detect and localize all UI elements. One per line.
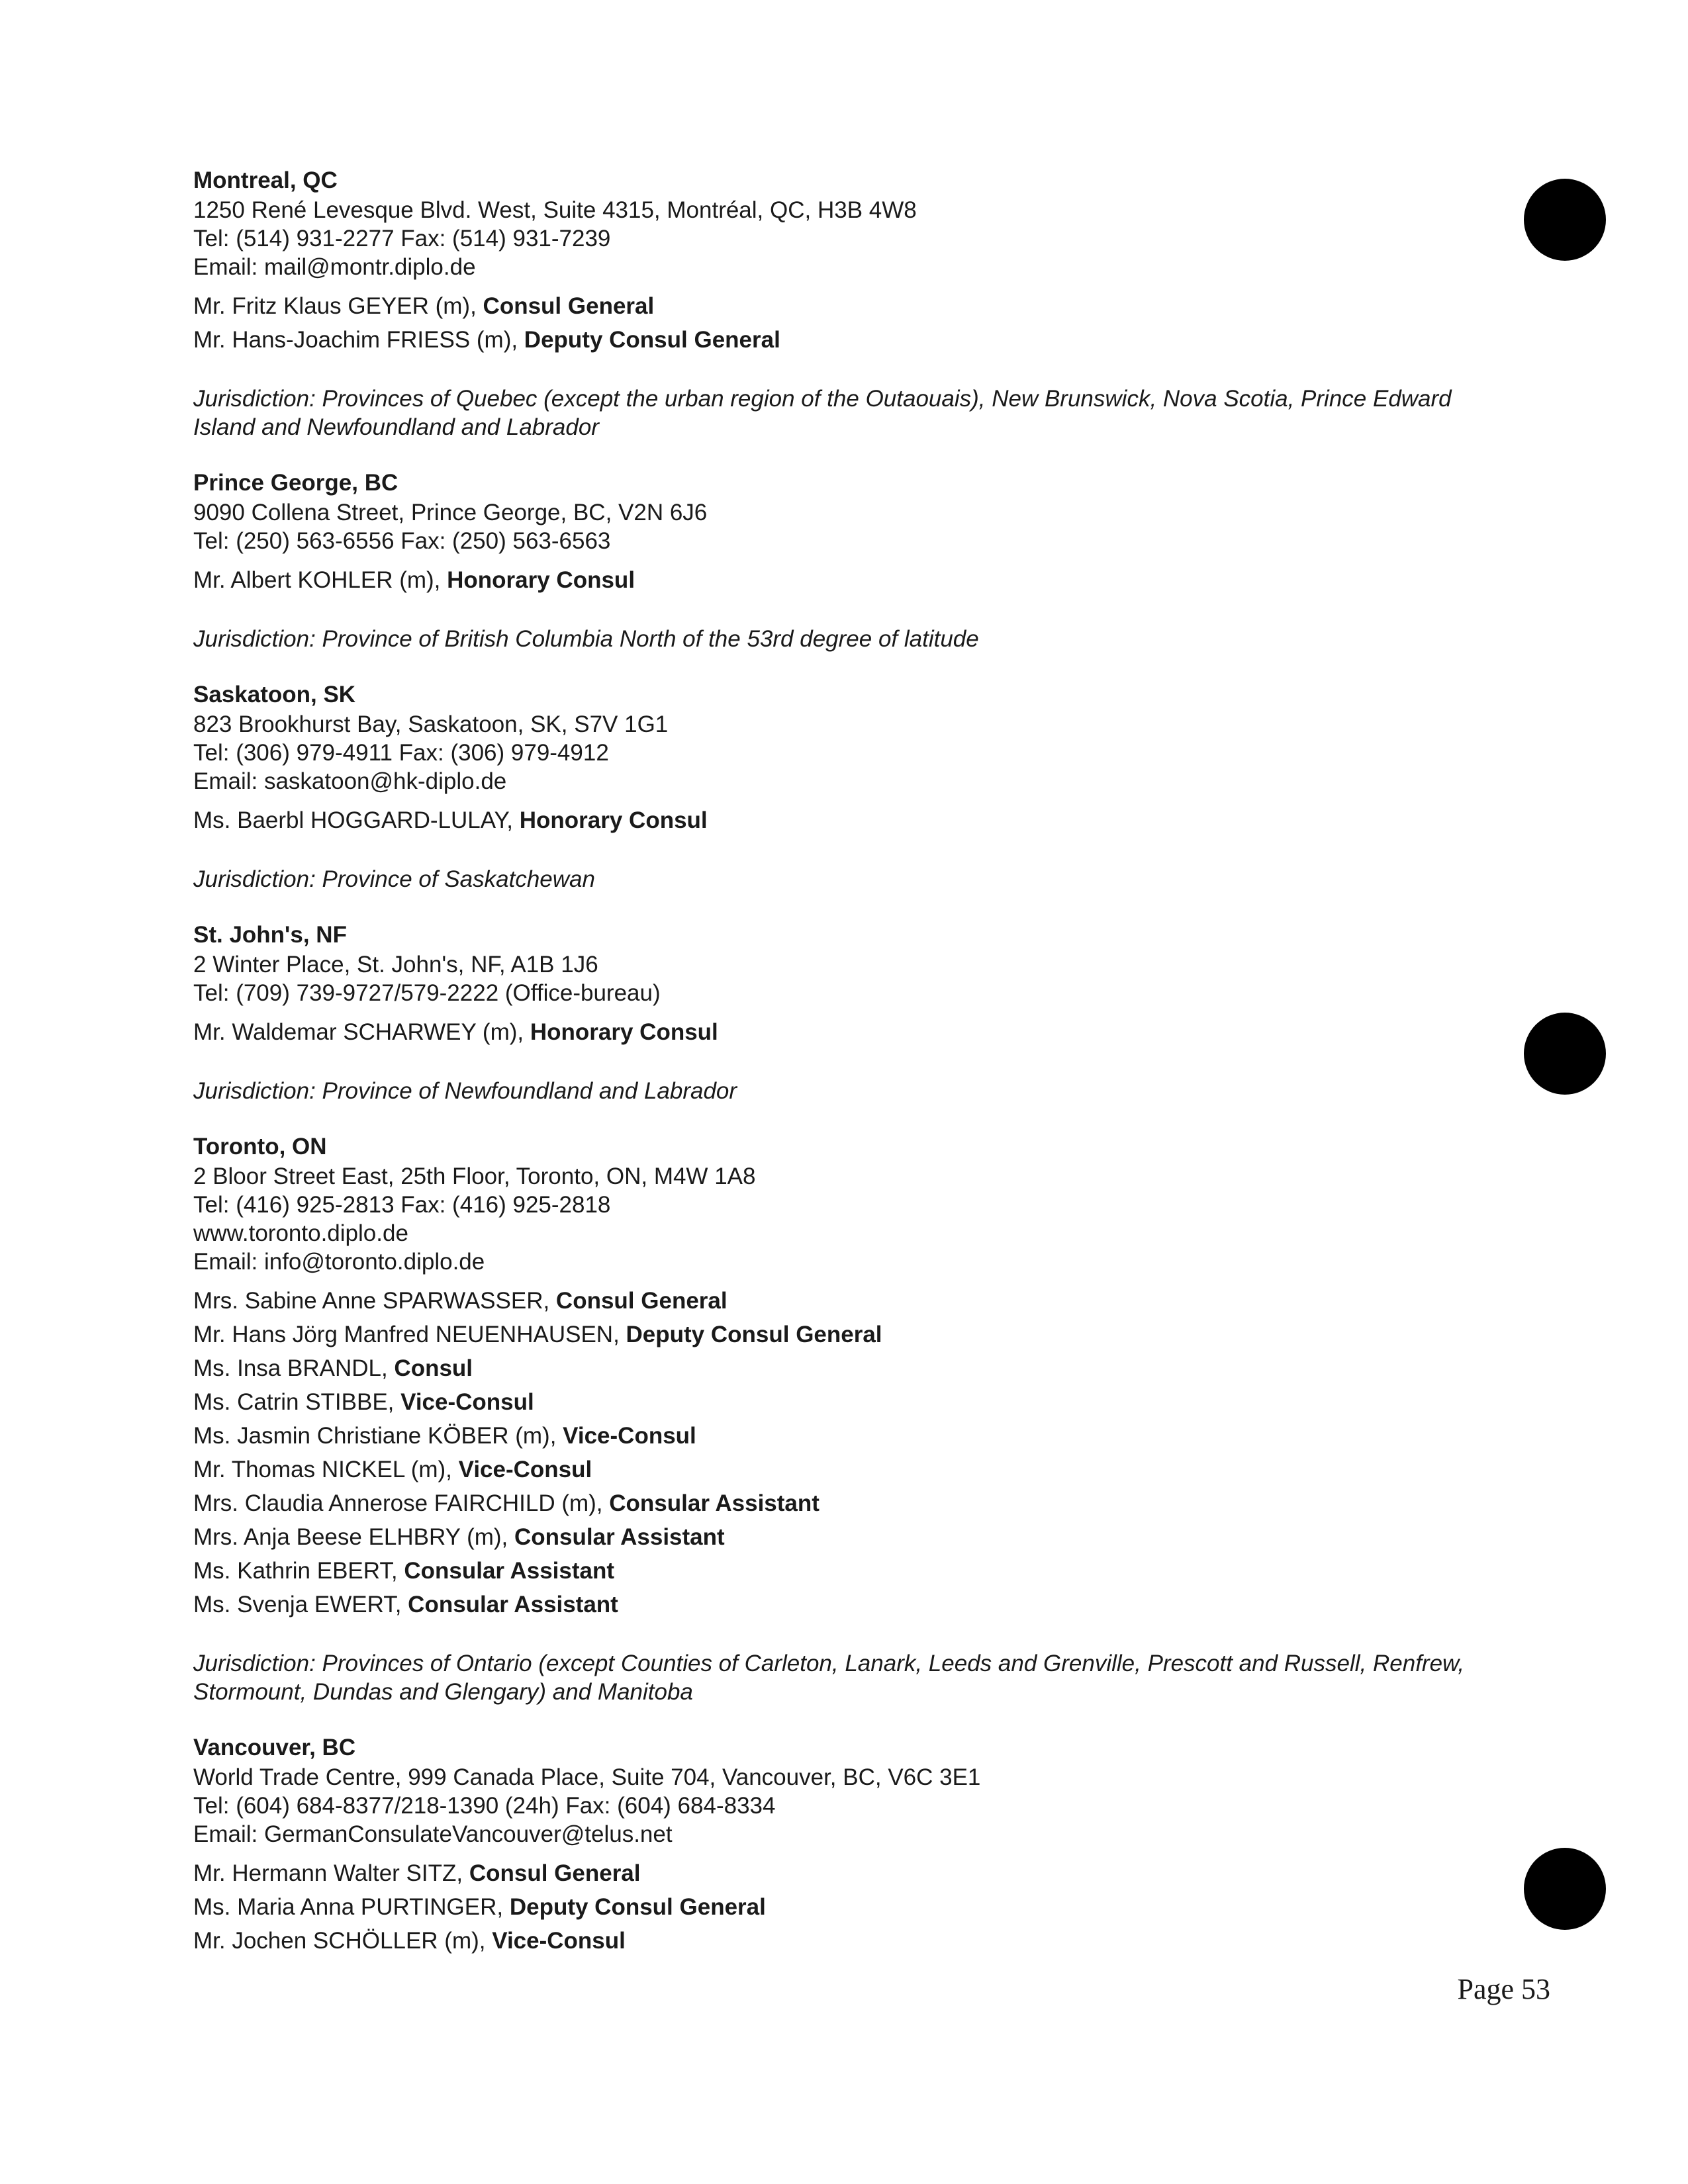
staff-list: [193, 1856, 1471, 1958]
jurisdiction-note: Jurisdiction: Province of British Columbia North of the 53rd degree of latitude: [193, 626, 979, 652]
staff-name: Ms. Catrin STIBBE,: [193, 1389, 401, 1415]
directory-content: [193, 165, 1471, 1984]
staff-member: [193, 1453, 1471, 1486]
staff-member: [193, 1890, 1471, 1924]
staff-role: Deputy Consul General: [524, 327, 780, 353]
staff-member: [193, 1856, 1471, 1890]
email-line: Email: GermanConsulateVancouver@telus.net: [193, 1821, 673, 1847]
staff-role: Consular Assistant: [514, 1524, 725, 1550]
staff-role: Vice-Consul: [492, 1928, 626, 1954]
consulate-entry-saskatoon: [193, 680, 1471, 893]
staff-member: [193, 803, 1471, 837]
phone-line: Tel: (604) 684-8377/218-1390 (24h) Fax: (604) 684-8334: [193, 1793, 776, 1819]
city-heading: Vancouver, BC: [193, 1735, 356, 1760]
staff-name: Ms. Insa BRANDL,: [193, 1355, 395, 1381]
jurisdiction-note: Jurisdiction: Province of Saskatchewan: [193, 866, 595, 892]
staff-name: Ms. Jasmin Christiane KÖBER (m),: [193, 1423, 563, 1449]
staff-member: [193, 1588, 1471, 1621]
punch-hole-bottom: [1524, 1848, 1606, 1930]
staff-role: Consular Assistant: [609, 1490, 820, 1516]
staff-member: [193, 1520, 1471, 1554]
staff-role: Honorary Consul: [447, 567, 635, 593]
jurisdiction-note: Jurisdiction: Provinces of Ontario (except Counties of Carleton, Lanark, Leeds and Grenville, Prescott and Russell, Renfrew, Stormount, Dundas and Glengary) and Manitoba: [193, 1651, 1465, 1705]
staff-role: Vice-Consul: [563, 1423, 696, 1449]
address-line: 1250 René Levesque Blvd. West, Suite 4315, Montréal, QC, H3B 4W8: [193, 197, 917, 223]
staff-member: [193, 1486, 1471, 1520]
staff-role: Vice-Consul: [400, 1389, 534, 1415]
staff-name: Ms. Maria Anna PURTINGER,: [193, 1894, 510, 1920]
email-line: Email: info@toronto.diplo.de: [193, 1249, 485, 1275]
email-line: Email: mail@montr.diplo.de: [193, 254, 476, 280]
staff-name: Ms. Kathrin EBERT,: [193, 1558, 404, 1584]
staff-name: Mrs. Anja Beese ELHBRY (m),: [193, 1524, 514, 1550]
staff-role: Consular Assistant: [404, 1558, 615, 1584]
staff-list: [193, 289, 1471, 357]
staff-name: Ms. Baerbl HOGGARD-LULAY,: [193, 807, 520, 833]
website-line: www.toronto.diplo.de: [193, 1220, 408, 1246]
staff-role: Deputy Consul General: [626, 1322, 882, 1347]
punch-hole-middle: [1524, 1013, 1606, 1095]
staff-name: Mr. Waldemar SCHARWEY (m),: [193, 1019, 530, 1045]
staff-role: Consul: [394, 1355, 473, 1381]
staff-member: [193, 1554, 1471, 1588]
jurisdiction-note: Jurisdiction: Province of Newfoundland and Labrador: [193, 1078, 737, 1104]
staff-role: Honorary Consul: [530, 1019, 718, 1045]
email-line: Email: saskatoon@hk-diplo.de: [193, 768, 507, 794]
staff-name: Mr. Thomas NICKEL (m),: [193, 1457, 459, 1482]
staff-list: [193, 1284, 1471, 1621]
phone-line: Tel: (416) 925-2813 Fax: (416) 925-2818: [193, 1192, 611, 1218]
staff-member: [193, 289, 1471, 323]
staff-name: Mrs. Sabine Anne SPARWASSER,: [193, 1288, 556, 1314]
staff-role: Honorary Consul: [519, 807, 708, 833]
consulate-entry-toronto: [193, 1132, 1471, 1706]
staff-name: Mr. Hermann Walter SITZ,: [193, 1860, 469, 1886]
staff-name: Mr. Fritz Klaus GEYER (m),: [193, 293, 483, 319]
phone-line: Tel: (514) 931-2277 Fax: (514) 931-7239: [193, 226, 611, 251]
staff-member: [193, 1015, 1471, 1049]
staff-name: Mr. Albert KOHLER (m),: [193, 567, 447, 593]
address-line: World Trade Centre, 999 Canada Place, Suite 704, Vancouver, BC, V6C 3E1: [193, 1764, 981, 1790]
consulate-entry-st-johns: [193, 920, 1471, 1105]
staff-name: Mr. Hans-Joachim FRIESS (m),: [193, 327, 524, 353]
address-line: 9090 Collena Street, Prince George, BC, V2N 6J6: [193, 500, 708, 525]
phone-line: Tel: (250) 563-6556 Fax: (250) 563-6563: [193, 528, 611, 554]
consulate-entry-vancouver: [193, 1733, 1471, 1958]
city-heading: Toronto, ON: [193, 1134, 327, 1160]
staff-role: Consular Assistant: [408, 1592, 618, 1617]
city-heading: Prince George, BC: [193, 470, 399, 496]
staff-list: [193, 1015, 1471, 1049]
consulate-entry-montreal: [193, 165, 1471, 441]
staff-member: [193, 1351, 1471, 1385]
phone-line: Tel: (306) 979-4911 Fax: (306) 979-4912: [193, 740, 609, 766]
staff-role: Consul General: [483, 293, 655, 319]
address-line: 823 Brookhurst Bay, Saskatoon, SK, S7V 1G1: [193, 711, 669, 737]
staff-member: [193, 563, 1471, 597]
staff-name: Mrs. Claudia Annerose FAIRCHILD (m),: [193, 1490, 610, 1516]
staff-role: Consul General: [469, 1860, 641, 1886]
staff-list: [193, 803, 1471, 837]
consulate-entry-prince-george: [193, 468, 1471, 653]
staff-name: Mr. Jochen SCHÖLLER (m),: [193, 1928, 492, 1954]
staff-member: [193, 1385, 1471, 1419]
staff-member: [193, 1924, 1471, 1958]
page-number: Page 53: [1457, 1973, 1550, 2005]
phone-line: Tel: (709) 739-9727/579-2222 (Office-bureau): [193, 980, 661, 1006]
staff-role: Vice-Consul: [458, 1457, 592, 1482]
punch-hole-top: [1524, 179, 1606, 261]
staff-member: [193, 1318, 1471, 1351]
staff-name: Mr. Hans Jörg Manfred NEUENHAUSEN,: [193, 1322, 626, 1347]
staff-name: Ms. Svenja EWERT,: [193, 1592, 408, 1617]
jurisdiction-note: Jurisdiction: Provinces of Quebec (except the urban region of the Outaouais), New Brunswick, Nova Scotia, Prince Edward Island and Newfoundland and Labrador: [193, 386, 1452, 440]
staff-member: [193, 323, 1471, 357]
city-heading: St. John's, NF: [193, 922, 347, 948]
staff-member: [193, 1284, 1471, 1318]
staff-list: [193, 563, 1471, 597]
staff-role: Deputy Consul General: [509, 1894, 766, 1920]
city-heading: Montreal, QC: [193, 167, 338, 193]
address-line: 2 Bloor Street East, 25th Floor, Toronto, ON, M4W 1A8: [193, 1163, 756, 1189]
city-heading: Saskatoon, SK: [193, 682, 356, 707]
staff-role: Consul General: [555, 1288, 727, 1314]
staff-member: [193, 1419, 1471, 1453]
address-line: 2 Winter Place, St. John's, NF, A1B 1J6: [193, 952, 598, 978]
